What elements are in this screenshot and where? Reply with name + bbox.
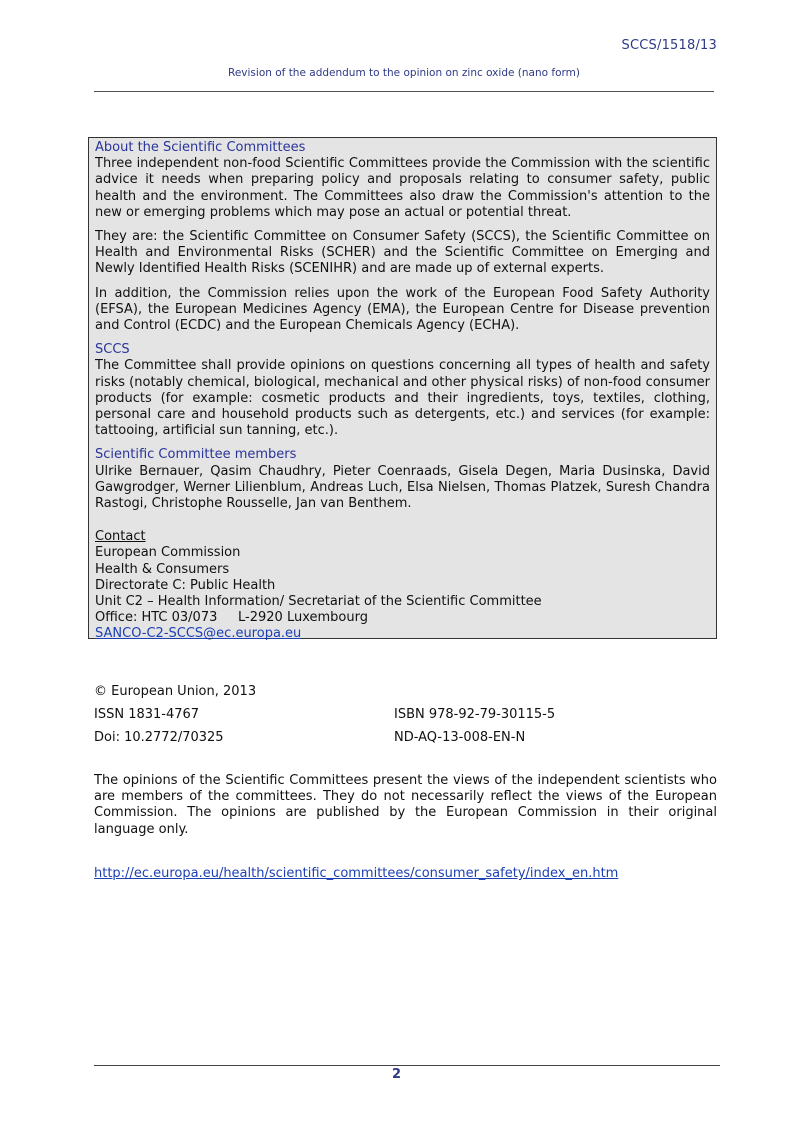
disclaimer-paragraph: The opinions of the Scientific Committees present the views of the independent scientists who are members of the committees. They do not necessarily reflect the views of the European Commission. The opinions are published by the European Commission in their original language only.	[94, 773, 717, 837]
contact-heading: Contact	[95, 529, 146, 545]
copyright-notice: © European Union, 2013	[94, 684, 257, 699]
document-code: SCCS/1518/13	[621, 38, 717, 53]
members-heading: Scientific Committee members	[95, 447, 297, 463]
consumer-safety-website-link[interactable]: http://ec.europa.eu/health/scientific_committees/consumer_safety/index_en.htm	[94, 866, 619, 881]
about-paragraph-2: They are: the Scientific Committee on Consumer Safety (SCCS), the Scientific Committee on Health and Environmental Risks (SCHER) and the Scientific Committee on Emerging and Newly Identified Health Risks (SCENIHR) and are made up of external experts.	[95, 229, 710, 277]
contact-line: European Commission	[95, 545, 241, 561]
catalogue-number: ND-AQ-13-008-EN-N	[394, 730, 526, 745]
sccs-paragraph: The Committee shall provide opinions on questions concerning all types of health and safety risks (notably chemical, biological, mechanical and other physical risks) of non-food consumer products (for example: cosmetic products and their ingredients, toys, textiles, clothing, personal care and household products such as detergents, etc.) and services (for example: tattooing, artificial sun tanning, etc.).	[95, 358, 710, 439]
members-list: Ulrike Bernauer, Qasim Chaudhry, Pieter Coenraads, Gisela Degen, Maria Dusinska, David Gawgrodger, Werner Lilienblum, Andreas Luch, Elsa Nielsen, Thomas Platzek, Suresh Chandra Rastogi, Christophe Rousselle, Jan van Benthem.	[95, 463, 710, 512]
contact-line: Unit C2 – Health Information/ Secretariat of the Scientific Committee	[95, 594, 542, 610]
page-number: 2	[391, 1067, 402, 1082]
issn: ISSN 1831-4767	[94, 707, 200, 722]
contact-line: Directorate C: Public Health	[95, 577, 276, 593]
contact-email-link[interactable]: SANCO-C2-SCCS@ec.europa.eu	[95, 626, 302, 642]
contact-line: Office: HTC 03/073 L-2920 Luxembourg	[95, 610, 368, 626]
contact-line: Health & Consumers	[95, 561, 230, 577]
sccs-heading: SCCS	[95, 342, 130, 358]
doi: Doi: 10.2772/70325	[94, 730, 224, 745]
document-subtitle: Revision of the addendum to the opinion on zinc oxide (nano form)	[228, 67, 580, 79]
about-paragraph-1: Three independent non-food Scientific Committees provide the Commission with the scientific advice it needs when preparing policy and proposals relating to consumer safety, public health and the environment. The Committees also draw the Commission's attention to the new or emerging problems which may pose an actual or potential threat.	[95, 156, 710, 220]
about-paragraph-3: In addition, the Commission relies upon the work of the European Food Safety Authority (EFSA), the European Medicines Agency (EMA), the European Centre for Disease prevention and Control (ECDC) and the European Chemicals Agency (ECHA).	[95, 285, 710, 334]
scientific-committees-info-box	[88, 137, 717, 642]
about-heading: About the Scientific Committees	[95, 140, 306, 155]
publication-details	[94, 680, 714, 749]
isbn: ISBN 978-92-79-30115-5	[394, 707, 556, 722]
footer-divider	[94, 1065, 720, 1066]
header-divider	[94, 91, 714, 92]
